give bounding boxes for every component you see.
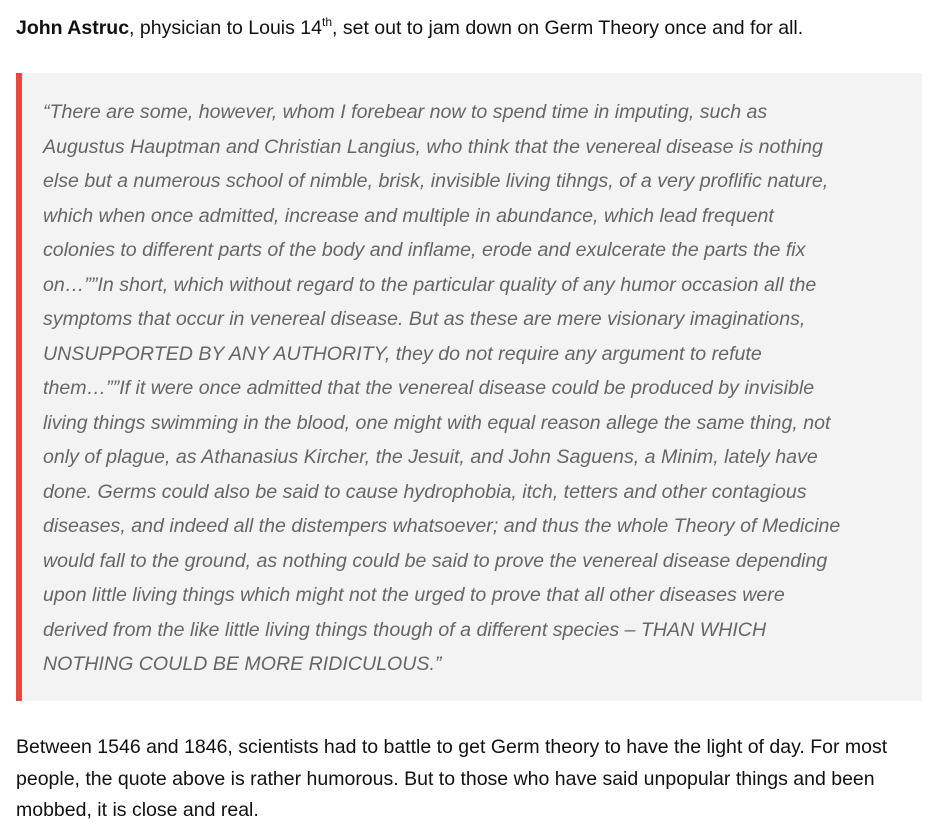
intro-text-start: , physician to Louis 14 <box>129 17 322 39</box>
quote-text: “There are some, however, whom I forebear now to spend time in imputing, such as Augustus Hauptman and Christian Langius, who think that the venereal disease is nothing else but a numerous school of nimble, brisk, invisible living tihngs, of a very proflific nature, which when once admitted, increase and multiple in abundance, which lead frequent colonies to different parts of the body and inflame, erode and exulcerate the parts the fix on…””In short, which without regard to the particular quality of any humor occasion all the symptoms that occur in venereal disease. But as these are mere visionary imaginations, UNSUPPORTED BY ANY AUTHORITY, they do not require any argument to refute them…””If it were once admitted that the venereal disease could be produced by invisible living things swimming in the blood, one might with equal reason allege the same thing, not only of plague, as Athanasius Kircher, the Jesuit, and John Saguens, a Minim, lately have done. Germs could also be said to cause hydrophobia, itch, tetters and other contagious diseases, and indeed all the distempers whatsoever; and thus the whole Theory of Medicine would fall to the ground, as nothing could be said to prove the venereal disease depending upon little living things which might not the urged to prove that all other diseases were derived from the like little living things though of a different species – THAN WHICH NOTHING COULD BE MORE RIDICULOUS.” <box>43 101 841 675</box>
blockquote <box>16 73 922 701</box>
ordinal-suffix: th <box>322 14 333 29</box>
intro-text-end: , set out to jam down on Germ Theory once and for all. <box>332 17 804 39</box>
outro-paragraph: Between 1546 and 1846, scientists had to battle to get Germ theory to have the light of day. For most people, the quote above is rather humorous. But to those who have said unpopular things and been mobbed, it is close and real. <box>16 736 888 821</box>
intro-paragraph <box>16 14 916 42</box>
author-name: John Astruc <box>16 17 130 39</box>
